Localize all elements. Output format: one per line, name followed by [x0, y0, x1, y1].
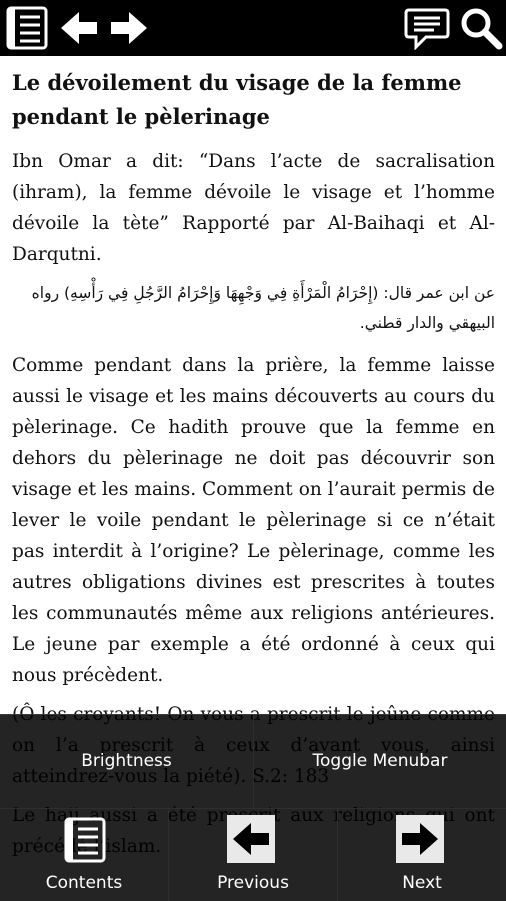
- forward-arrow-icon[interactable]: [108, 0, 150, 56]
- next-label: Next: [402, 873, 442, 893]
- contents-list-icon: [62, 817, 108, 863]
- contents-menu-item[interactable]: [0, 809, 168, 901]
- back-arrow-icon[interactable]: [58, 0, 100, 56]
- search-icon[interactable]: [456, 0, 506, 56]
- contents-label: Contents: [45, 873, 123, 893]
- top-toolbar: [0, 0, 506, 56]
- comment-icon[interactable]: [402, 0, 452, 56]
- next-arrow-icon: [396, 815, 444, 863]
- contents-list-icon[interactable]: [2, 0, 52, 56]
- previous-label: Previous: [217, 873, 289, 893]
- arabic-hadith: عن ابن عمر قال: (إِحْرَامُ الْمَرْأَةِ فِي وَجْهِهَا وَإِحْرَامُ الرَّجُلِ فِي رَأْسِهِ) رواه البيهقي والدار قطني.: [31, 284, 495, 332]
- previous-arrow-icon: [227, 815, 275, 863]
- paragraph: Comme pendant dans la prière, la femme laisse aussi le visage et les mains découverts au cours du pèlerinage. Ce hadith prouve que la femme en dehors du pèlerinage ne doit pas découvrir son visage et les mains. Comment on l’aurait permis de lever le voile pendant le pèlerinage si ce n’était pas interdit à l’origine? Le pèlerinage, comme les autres obligations divines est prescrites à toutes les communautés même aux religions antérieures. Le jeune par exemple a été ordonné à ceux qui nous précèdent.: [12, 355, 495, 686]
- toggle-menubar-label: Toggle Menubar: [312, 751, 448, 771]
- options-menu: [0, 714, 506, 901]
- previous-menu-item[interactable]: [169, 809, 337, 901]
- brightness-label: Brightness: [81, 751, 172, 771]
- toggle-menubar-menu-item[interactable]: [254, 715, 506, 808]
- paragraph: Ibn Omar a dit: “Dans l’acte de sacralisation (ihram), la femme dévoile le visage et l’homme dévoile la tète” Rapporté par Al-Baihaqi et Al-Darqutni.: [12, 151, 495, 265]
- brightness-menu-item[interactable]: [0, 715, 253, 808]
- article-title: Le dévoilement du visage de la femme pendant le pèlerinage: [12, 70, 462, 129]
- next-menu-item[interactable]: [338, 809, 506, 901]
